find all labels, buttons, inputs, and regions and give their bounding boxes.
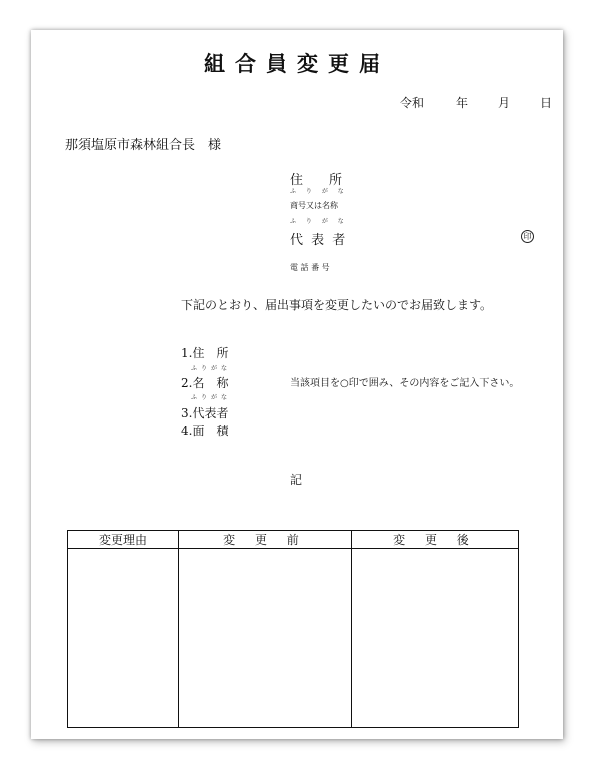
item-address: 1.住 所 — [181, 346, 229, 360]
phone-label: 電 話 番 号 — [290, 263, 330, 272]
date-day: 日 — [540, 96, 553, 110]
before-cell[interactable] — [179, 549, 352, 728]
form-page — [31, 30, 563, 739]
after-cell[interactable] — [352, 549, 519, 728]
form-title: 組合員変更届 — [204, 51, 390, 76]
date-year: 年 — [456, 96, 469, 110]
date-era: 令和 — [400, 96, 425, 110]
date-month: 月 — [498, 96, 511, 110]
item-representative: 3.代表者 — [181, 406, 229, 420]
ruby-label-1: ふ り が な — [290, 188, 348, 195]
address-label: 住 所 — [290, 173, 343, 188]
seal-mark: 印 — [521, 230, 534, 243]
instruction-text: 当該項目を○印で囲み、その内容をご記入下さい。 — [290, 378, 520, 389]
header-reason: 変更理由 — [68, 531, 179, 549]
table-header-row — [68, 531, 519, 549]
addressee: 那須塩原市森林組合長 様 — [65, 138, 222, 153]
notice-text: 下記のとおり、届出事項を変更したいのでお届致します。 — [181, 298, 493, 312]
table-row — [68, 549, 519, 728]
item-ruby-2: ふりがな — [191, 394, 232, 401]
representative-label: 代 表 者 — [290, 233, 348, 248]
header-before: 変 更 前 — [179, 531, 352, 549]
reason-cell[interactable] — [68, 549, 179, 728]
item-ruby-1: ふりがな — [191, 365, 232, 372]
company-name-label: 商号又は名称 — [290, 201, 338, 210]
item-area: 4.面 積 — [181, 424, 229, 438]
ruby-label-2: ふ り が な — [290, 218, 348, 225]
ki-label: 記 — [290, 473, 303, 487]
item-name: 2.名 称 — [181, 376, 229, 390]
header-after: 変 更 後 — [352, 531, 519, 549]
change-table — [67, 530, 519, 728]
